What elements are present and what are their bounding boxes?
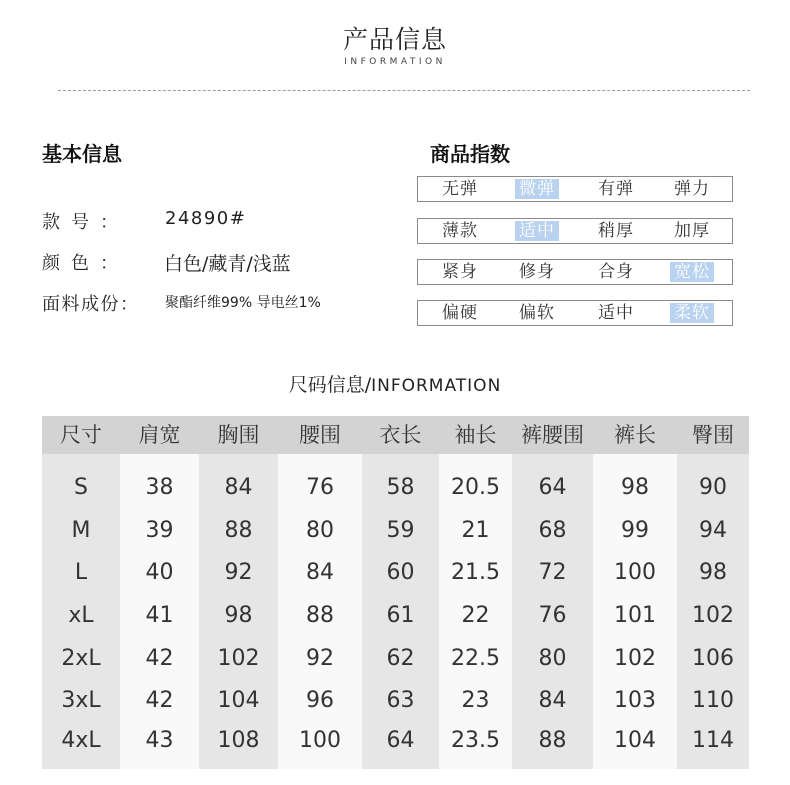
size-value-cell: 92 [306, 646, 334, 671]
index-option-selected: 微弹 [515, 179, 559, 199]
size-value-cell: 103 [614, 688, 656, 713]
page-subtitle: INFORMATION [344, 57, 446, 67]
size-value-cell: 98 [699, 560, 727, 585]
size-column-header: 袖长 [454, 423, 497, 447]
size-value-cell: 63 [386, 688, 415, 713]
size-column-bg [362, 416, 439, 769]
index-row [417, 218, 733, 244]
size-column-header: 腰围 [299, 423, 341, 447]
style-number-value: 24890# [165, 208, 247, 229]
size-column-header: 臀围 [692, 423, 734, 447]
index-option: 无弹 [442, 179, 478, 199]
size-value-cell: 62 [386, 646, 415, 671]
size-value-cell: 80 [538, 646, 567, 671]
size-label-cell: S [74, 475, 88, 500]
size-value-cell: 23 [461, 688, 490, 713]
size-column-bg [593, 416, 677, 769]
size-value-cell: 88 [538, 728, 567, 753]
size-label-cell: L [74, 560, 88, 585]
size-column-header: 衣长 [379, 423, 422, 447]
size-value-cell: 22.5 [451, 646, 500, 671]
size-value-cell: 64 [538, 475, 567, 500]
index-option-selected: 柔软 [670, 303, 714, 323]
size-column-bg [42, 416, 120, 769]
size-value-cell: 98 [621, 475, 649, 500]
color-value: 白色/藏青/浅蓝 [164, 253, 291, 275]
size-value-cell: 21.5 [451, 560, 500, 585]
size-value-cell: 114 [692, 728, 734, 753]
size-value-cell: 88 [306, 603, 334, 628]
size-column-bg [512, 416, 593, 769]
index-row [417, 300, 733, 326]
size-info-heading-en: INFORMATION [371, 376, 502, 396]
size-value-cell: 76 [306, 475, 334, 500]
index-option: 偏软 [519, 303, 555, 323]
size-value-cell: 88 [224, 518, 253, 543]
size-value-cell: 22 [461, 603, 490, 628]
size-column-bg [278, 416, 362, 769]
size-value-cell: 68 [538, 518, 567, 543]
index-option-selected: 宽松 [670, 262, 714, 282]
index-row [417, 176, 733, 202]
index-row [417, 259, 733, 285]
index-option: 紧身 [442, 262, 478, 282]
fabric-label: 面料成份： [42, 294, 140, 315]
size-value-cell: 94 [699, 518, 727, 543]
size-column-header: 尺寸 [60, 423, 102, 447]
size-column-header: 裤长 [614, 423, 656, 447]
index-option: 加厚 [674, 221, 710, 241]
size-value-cell: 102 [217, 646, 260, 671]
size-value-cell: 100 [614, 560, 656, 585]
size-value-cell: 43 [145, 728, 174, 753]
size-value-cell: 61 [386, 603, 415, 628]
size-table [42, 416, 749, 769]
size-value-cell: 39 [145, 518, 174, 543]
size-column-bg [439, 416, 512, 769]
size-value-cell: 72 [538, 560, 567, 585]
basic-info-heading: 基本信息 [42, 142, 122, 166]
size-value-cell: 102 [692, 603, 734, 628]
size-value-cell: 104 [217, 688, 260, 713]
size-value-cell: 40 [145, 560, 174, 585]
style-number-row [42, 208, 247, 234]
size-label-cell: xL [68, 603, 94, 628]
size-label-cell: 2xL [61, 646, 101, 671]
size-label-cell: 4xL [61, 728, 101, 753]
size-value-cell: 92 [224, 560, 253, 585]
size-column-header: 肩宽 [138, 423, 181, 447]
size-value-cell: 64 [386, 728, 415, 753]
index-option: 偏硬 [442, 303, 478, 323]
size-value-cell: 23.5 [451, 728, 500, 753]
size-column-bg [120, 416, 199, 769]
size-label-cell: M [71, 518, 91, 543]
size-value-cell: 38 [145, 475, 174, 500]
size-value-cell: 84 [306, 560, 334, 585]
size-column-header: 胸围 [217, 423, 260, 447]
index-option: 有弹 [598, 179, 634, 199]
size-value-cell: 76 [538, 603, 567, 628]
size-value-cell: 100 [299, 728, 341, 753]
size-label-cell: 3xL [61, 688, 101, 713]
size-column-bg [199, 416, 278, 769]
size-value-cell: 90 [699, 475, 727, 500]
style-number-label: 款号： [42, 212, 129, 233]
size-value-cell: 41 [145, 603, 174, 628]
index-option: 稍厚 [598, 221, 634, 241]
size-column-header: 裤腰围 [521, 423, 584, 447]
size-value-cell: 96 [306, 688, 334, 713]
index-option: 薄款 [442, 221, 478, 241]
index-option: 合身 [598, 262, 634, 282]
index-option: 适中 [598, 303, 634, 323]
size-column-bg [677, 416, 749, 769]
fabric-value: 聚酯纤维99% 导电丝1% [165, 295, 321, 311]
size-info-heading-cn: 尺码信息/ [288, 374, 372, 396]
size-value-cell: 102 [614, 646, 656, 671]
size-value-cell: 20.5 [451, 475, 500, 500]
size-value-cell: 108 [217, 728, 260, 753]
size-value-cell: 84 [538, 688, 567, 713]
color-label: 颜色： [42, 253, 129, 274]
section-divider [58, 90, 750, 91]
size-value-cell: 80 [306, 518, 334, 543]
size-value-cell: 42 [145, 688, 174, 713]
size-value-cell: 98 [224, 603, 253, 628]
size-info-heading [0, 370, 790, 397]
size-value-cell: 60 [386, 560, 415, 585]
size-value-cell: 84 [224, 475, 253, 500]
size-value-cell: 110 [692, 688, 734, 713]
index-option: 修身 [519, 262, 555, 282]
size-value-cell: 42 [145, 646, 174, 671]
size-value-cell: 101 [614, 603, 656, 628]
product-index-heading: 商品指数 [430, 142, 510, 166]
size-value-cell: 104 [614, 728, 656, 753]
index-option-selected: 适中 [515, 221, 559, 241]
size-value-cell: 106 [692, 646, 734, 671]
fabric-row [42, 290, 321, 316]
index-option: 弹力 [674, 179, 710, 199]
page-title: 产品信息 [342, 25, 447, 54]
size-value-cell: 99 [621, 518, 649, 543]
size-value-cell: 58 [386, 475, 415, 500]
size-value-cell: 59 [386, 518, 415, 543]
size-value-cell: 21 [461, 518, 490, 543]
color-row [42, 249, 291, 275]
